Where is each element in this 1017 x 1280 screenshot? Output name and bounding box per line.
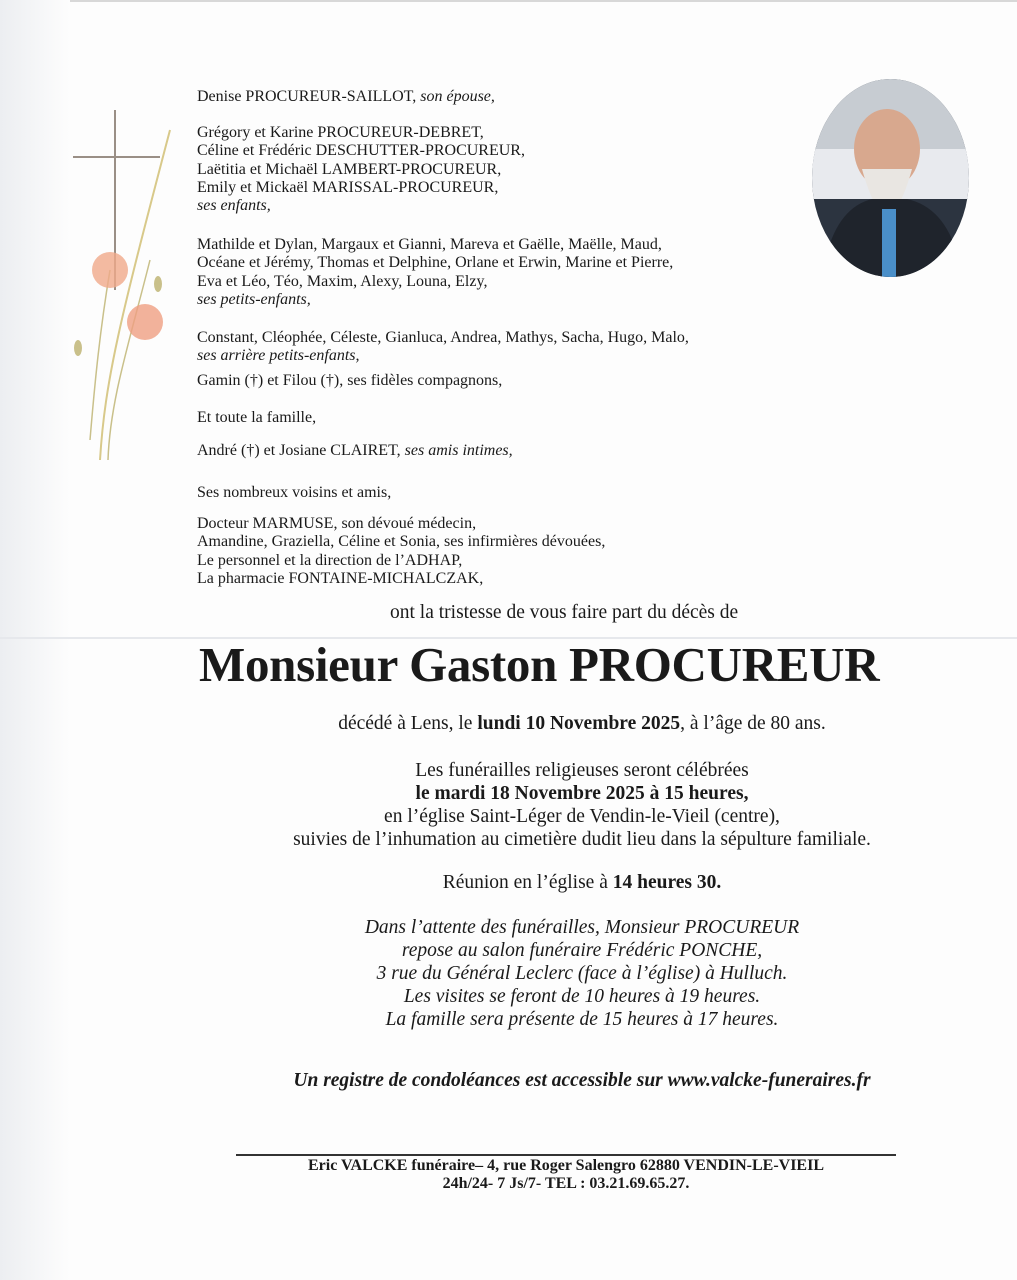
viewing-line: repose au salon funéraire Frédéric PONCHE,: [401, 940, 763, 961]
caregiver-line: Le personnel et la direction de l’ADHAP,: [197, 551, 463, 569]
scan-edge: [0, 0, 1017, 2]
reunion-time: 14 heures 30.: [612, 872, 722, 893]
child-line: Laëtitia et Michaël LAMBERT-PROCUREUR,: [197, 160, 502, 178]
friends-names: André (†) et Josiane CLAIRET,: [197, 442, 405, 459]
grandchildren-label: ses petits-enfants,: [197, 290, 311, 308]
grandchildren-block: [197, 236, 673, 309]
viewing-line: Les visites se feront de 10 heures à 19 heures.: [403, 986, 761, 1007]
funeral-place: en l’église Saint-Léger de Vendin-le-Vieil (centre),: [384, 806, 780, 827]
registry-text: Un registre de condoléances est accessible sur: [293, 1070, 668, 1091]
neighbours-line: Ses nombreux voisins et amis,: [197, 484, 392, 501]
grandchild-line: Océane et Jérémy, Thomas et Delphine, Orlane et Erwin, Marine et Pierre,: [197, 254, 674, 272]
grandchild-line: Mathilde et Dylan, Margaux et Gianni, Mareva et Gaëlle, Maëlle, Maud,: [197, 236, 662, 253]
great-grandchildren-label: ses arrière petits-enfants,: [197, 347, 360, 365]
friends-label: ses amis intimes,: [404, 442, 513, 459]
footer-phone: 24h/24- 7 Js/7- TEL : 03.21.69.65.27.: [442, 1175, 690, 1192]
child-line: Emily et Mickaël MARISSAL-PROCUREUR,: [197, 178, 499, 196]
registry-line: [0, 1069, 1017, 1092]
reunion-text: Réunion en l’église à: [442, 872, 613, 893]
spouse-label: son épouse,: [420, 88, 495, 105]
viewing-block: [0, 916, 1017, 1031]
death-line: [0, 712, 1017, 735]
great-grandchildren-line: Constant, Cléophée, Céleste, Gianluca, Andrea, Mathys, Sacha, Hugo, Malo,: [197, 329, 689, 346]
deceased-name: Monsieur Gaston PROCUREUR: [199, 637, 880, 692]
caregivers-block: [197, 515, 605, 588]
funeral-block: [0, 759, 1017, 851]
footer-divider: [236, 1154, 896, 1156]
spouse-line: [197, 88, 495, 106]
great-grandchildren-block: [197, 329, 689, 366]
footer-address: Eric VALCKE funéraire– 4, rue Roger Salengro 62880 VENDIN-LE-VIEIL: [307, 1157, 824, 1174]
caregiver-line: Amandine, Graziella, Céline et Sonia, ses infirmières dévouées,: [197, 533, 606, 551]
friends-line: [197, 442, 513, 460]
caregiver-line: Docteur MARMUSE, son dévoué médecin,: [197, 515, 477, 532]
deceased-portrait: [812, 79, 969, 277]
funeral-date: le mardi 18 Novembre 2025 à 15 heures,: [415, 783, 749, 804]
death-date: lundi 10 Novembre 2025: [477, 713, 681, 734]
viewing-line: Dans l’attente des funérailles, Monsieur PROCUREUR: [364, 917, 800, 938]
death-text: décédé à Lens, le: [338, 713, 478, 734]
announcement-intro: ont la tristesse de vous faire part du décès de: [390, 602, 739, 623]
children-label: ses enfants,: [197, 197, 271, 215]
burial-line: suivies de l’inhumation au cimetière dudit lieu dans la sépulture familiale.: [293, 829, 871, 850]
grandchild-line: Eva et Léo, Téo, Maxim, Alexy, Louna, Elzy,: [197, 272, 488, 290]
cross-poppy-icon: [60, 100, 180, 480]
reunion-line: [0, 871, 1017, 894]
viewing-line: 3 rue du Général Leclerc (face à l’église) à Hulluch.: [376, 963, 788, 984]
viewing-line: La famille sera présente de 15 heures à 17 heures.: [385, 1009, 779, 1030]
child-line: Grégory et Karine PROCUREUR-DEBRET,: [197, 124, 484, 141]
funeral-home-footer: [236, 1157, 896, 1193]
spouse-name: Denise PROCUREUR-SAILLOT,: [197, 88, 421, 105]
caregiver-line: La pharmacie FONTAINE-MICHALCZAK,: [197, 569, 484, 587]
family-all-line: Et toute la famille,: [197, 409, 317, 426]
child-line: Céline et Frédéric DESCHUTTER-PROCUREUR,: [197, 142, 525, 160]
death-age: , à l’âge de 80 ans.: [680, 713, 826, 734]
pets-line: Gamin (†) et Filou (†), ses fidèles compagnons,: [197, 372, 503, 389]
registry-link[interactable]: www.valcke-funeraires.fr: [667, 1070, 871, 1091]
children-block: [197, 124, 525, 215]
funeral-line: Les funérailles religieuses seront célébrées: [415, 760, 749, 781]
